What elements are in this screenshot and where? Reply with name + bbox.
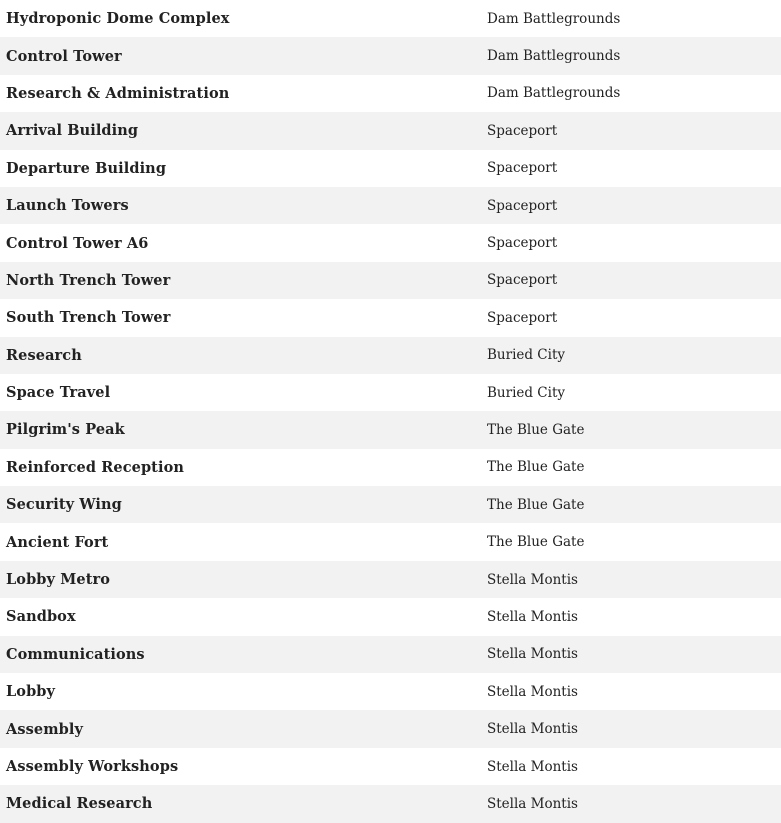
row-name-cell: Sandbox bbox=[6, 608, 76, 626]
row-location-cell: Stella Montis bbox=[487, 721, 578, 738]
table-row bbox=[0, 748, 781, 785]
row-location-cell: Spaceport bbox=[487, 160, 558, 177]
row-location-cell: The Blue Gate bbox=[487, 421, 585, 438]
table-row bbox=[0, 486, 781, 523]
table-row bbox=[0, 673, 781, 710]
row-name-cell: Control Tower A6 bbox=[6, 234, 149, 252]
row-location-cell: Stella Montis bbox=[487, 571, 578, 588]
row-name-cell: North Trench Tower bbox=[6, 271, 171, 289]
row-name-cell: Space Travel bbox=[6, 384, 111, 402]
table-row bbox=[0, 150, 781, 187]
table-row bbox=[0, 112, 781, 149]
row-name-cell: Control Tower bbox=[6, 47, 122, 65]
row-location-cell: Buried City bbox=[487, 384, 566, 401]
row-location-cell: Stella Montis bbox=[487, 758, 578, 775]
table-row bbox=[0, 262, 781, 299]
row-location-cell: Buried City bbox=[487, 347, 566, 364]
table-row bbox=[0, 0, 781, 37]
row-location-cell: Dam Battlegrounds bbox=[487, 10, 621, 27]
row-location-cell: Dam Battlegrounds bbox=[487, 48, 621, 65]
row-name-cell: Lobby bbox=[6, 683, 56, 701]
table-row bbox=[0, 299, 781, 336]
row-location-cell: Spaceport bbox=[487, 309, 558, 326]
row-name-cell: Assembly bbox=[6, 720, 84, 738]
row-name-cell: Research & Administration bbox=[6, 84, 230, 102]
row-location-cell: Stella Montis bbox=[487, 608, 578, 625]
table-row bbox=[0, 187, 781, 224]
row-location-cell: Stella Montis bbox=[487, 795, 578, 812]
row-location-cell: The Blue Gate bbox=[487, 459, 585, 476]
row-name-cell: Assembly Workshops bbox=[6, 758, 179, 775]
row-location-cell: The Blue Gate bbox=[487, 496, 585, 513]
table-row bbox=[0, 411, 781, 448]
row-location-cell: Spaceport bbox=[487, 235, 558, 252]
table-row bbox=[0, 224, 781, 261]
row-location-cell: Stella Montis bbox=[487, 683, 578, 700]
row-location-cell: Stella Montis bbox=[487, 646, 578, 663]
row-name-cell: Departure Building bbox=[6, 159, 167, 177]
table-row bbox=[0, 710, 781, 747]
row-name-cell: Hydroponic Dome Complex bbox=[6, 10, 230, 28]
row-name-cell: Arrival Building bbox=[6, 122, 139, 140]
row-name-cell: Pilgrim's Peak bbox=[6, 421, 125, 439]
row-name-cell: Launch Towers bbox=[6, 197, 129, 215]
table-row bbox=[0, 449, 781, 486]
table-row bbox=[0, 598, 781, 635]
row-name-cell: South Trench Tower bbox=[6, 309, 171, 327]
row-name-cell: Research bbox=[6, 346, 82, 364]
row-name-cell: Lobby Metro bbox=[6, 571, 111, 589]
row-location-cell: Dam Battlegrounds bbox=[487, 85, 621, 102]
row-location-cell: Spaceport bbox=[487, 197, 558, 214]
row-name-cell: Reinforced Reception bbox=[6, 458, 185, 476]
row-location-cell: Spaceport bbox=[487, 122, 558, 139]
row-name-cell: Communications bbox=[6, 645, 145, 663]
table-row bbox=[0, 523, 781, 560]
table-row bbox=[0, 337, 781, 374]
row-name-cell: Medical Research bbox=[6, 795, 153, 813]
table-row bbox=[0, 37, 781, 74]
row-name-cell: Ancient Fort bbox=[6, 533, 109, 551]
row-location-cell: Spaceport bbox=[487, 272, 558, 289]
table-row bbox=[0, 75, 781, 112]
table-row bbox=[0, 374, 781, 411]
table-row bbox=[0, 636, 781, 673]
row-location-cell: The Blue Gate bbox=[487, 534, 585, 551]
table-row bbox=[0, 561, 781, 598]
row-name-cell: Security Wing bbox=[6, 496, 122, 514]
